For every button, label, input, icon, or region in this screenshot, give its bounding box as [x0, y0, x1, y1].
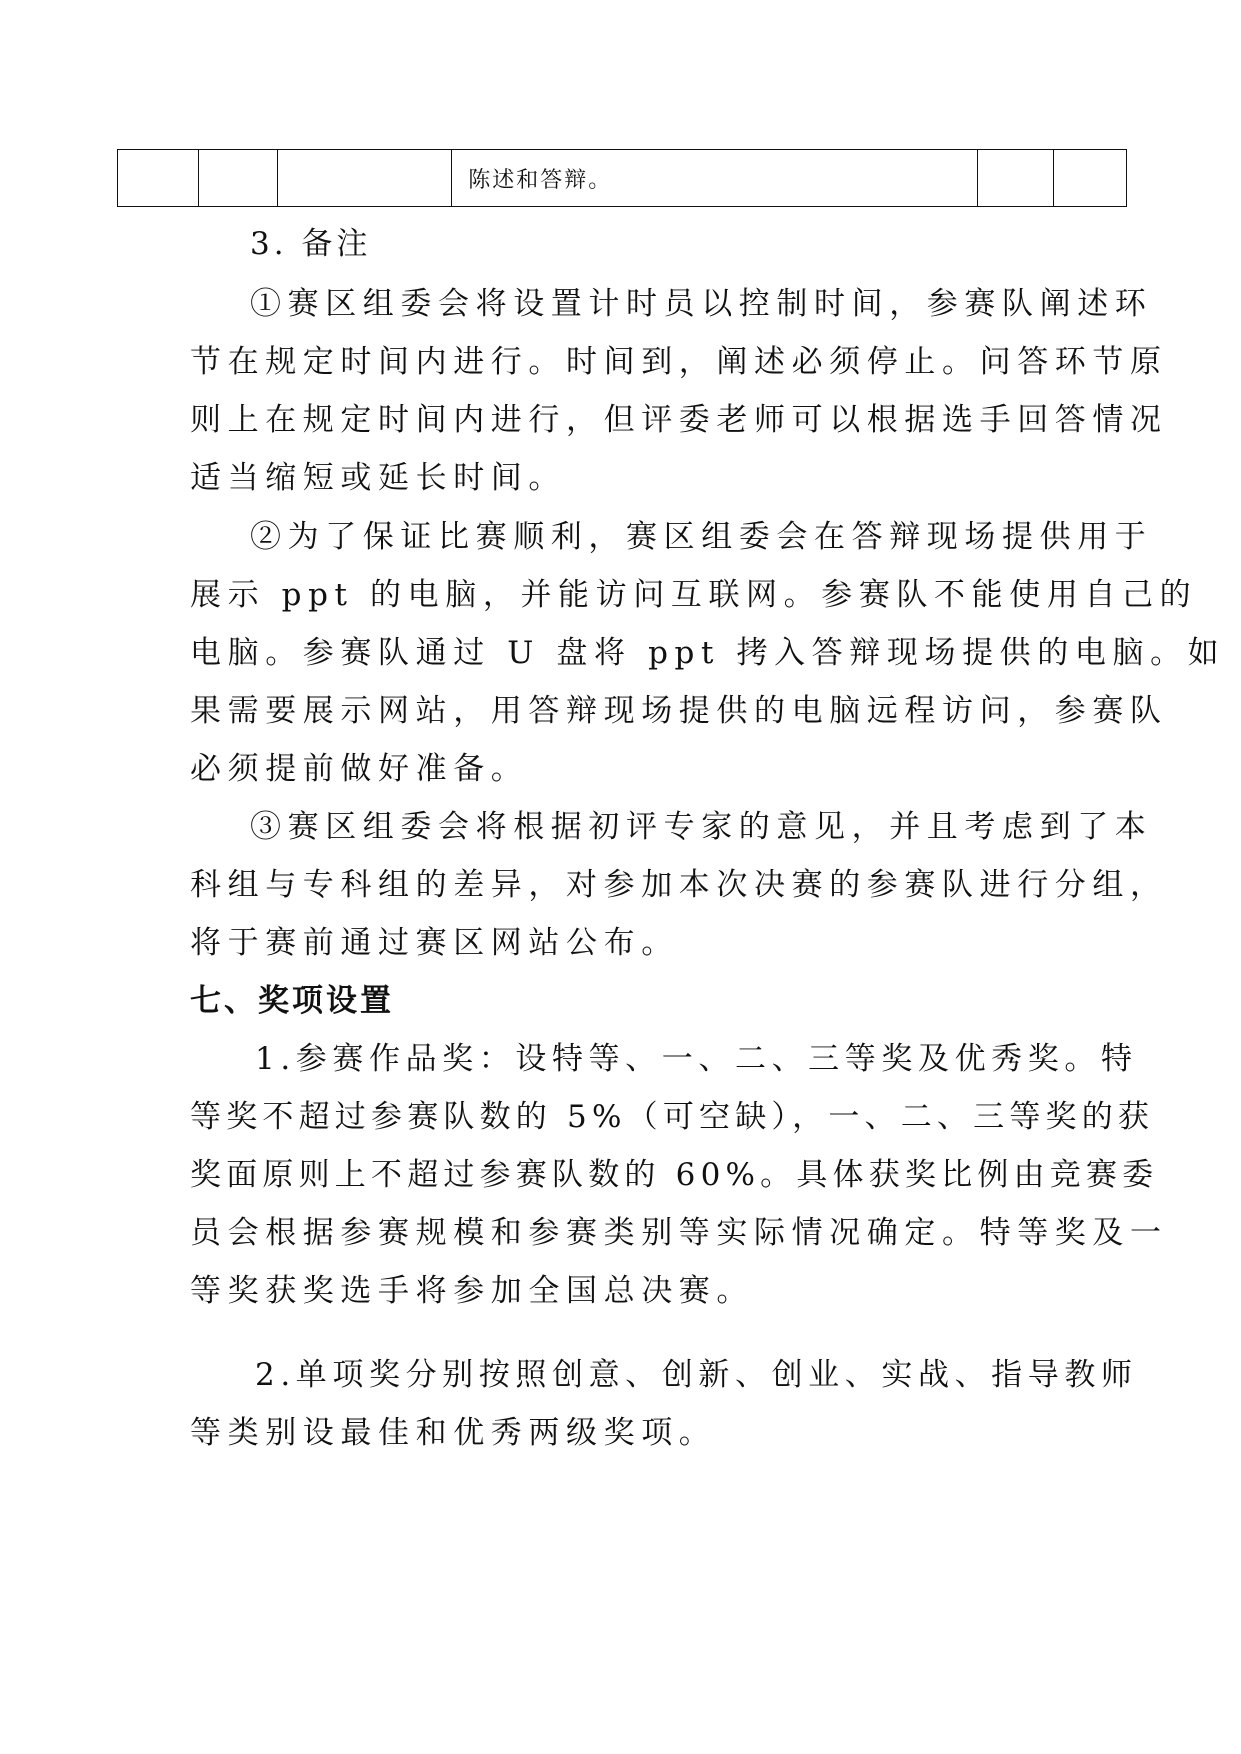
- award-1-line-4: 员会根据参赛规模和参赛类别等实际情况确定。特等奖及一: [190, 1215, 1168, 1251]
- note-1-line-2: 节在规定时间内进行。时间到，阐述必须停止。问答环节原: [190, 344, 1168, 380]
- table-cell: [277, 150, 452, 207]
- table-cell-text: 陈述和答辩。: [452, 150, 978, 207]
- table-cell: [118, 150, 199, 207]
- note-1-line-3: 则上在规定时间内进行，但评委老师可以根据选手回答情况: [190, 402, 1168, 438]
- award-1-line-2: 等奖不超过参赛队数的 5%（可空缺），一、二、三等奖的获: [190, 1099, 1155, 1135]
- note-2-line-4: 果需要展示网站，用答辩现场提供的电脑远程访问，参赛队: [190, 693, 1168, 729]
- note-3-line-3: 将于赛前通过赛区网站公布。: [190, 925, 679, 961]
- table-cell: [1053, 150, 1126, 207]
- section-7-heading: 七、奖项设置: [190, 983, 394, 1019]
- schedule-table-fragment: [117, 149, 1127, 207]
- table-cell: [978, 150, 1053, 207]
- award-1-line-3: 奖面原则上不超过参赛队数的 60%。具体获奖比例由竞赛委: [190, 1157, 1159, 1193]
- note-2-line-5: 必须提前做好准备。: [190, 751, 529, 787]
- award-2-line-1: 2.单项奖分别按照创意、创新、创业、实战、指导教师: [255, 1357, 1138, 1393]
- note-2-line-2: 展示 ppt 的电脑，并能访问互联网。参赛队不能使用自己的: [190, 577, 1198, 613]
- table-cell: [199, 150, 277, 207]
- award-2-line-2: 等类别设最佳和优秀两级奖项。: [190, 1415, 717, 1451]
- note-2-line-1: ②为了保证比赛顺利，赛区组委会在答辩现场提供用于: [250, 519, 1153, 555]
- note-1-line-1: ①赛区组委会将设置计时员以控制时间，参赛队阐述环: [250, 286, 1153, 322]
- note-2-line-3: 电脑。参赛队通过 U 盘将 ppt 拷入答辩现场提供的电脑。如: [190, 635, 1226, 671]
- table-row: [118, 150, 1127, 207]
- award-1-line-5: 等奖获奖选手将参加全国总决赛。: [190, 1273, 754, 1309]
- note-3-line-1: ③赛区组委会将根据初评专家的意见，并且考虑到了本: [250, 809, 1153, 845]
- note-1-line-4: 适当缩短或延长时间。: [190, 460, 566, 496]
- note-3-line-2: 科组与专科组的差异，对参加本次决赛的参赛队进行分组，: [190, 867, 1168, 903]
- section-3-title: 3. 备注: [250, 226, 372, 262]
- award-1-line-1: 1.参赛作品奖：设特等、一、二、三等奖及优秀奖。特: [255, 1041, 1138, 1077]
